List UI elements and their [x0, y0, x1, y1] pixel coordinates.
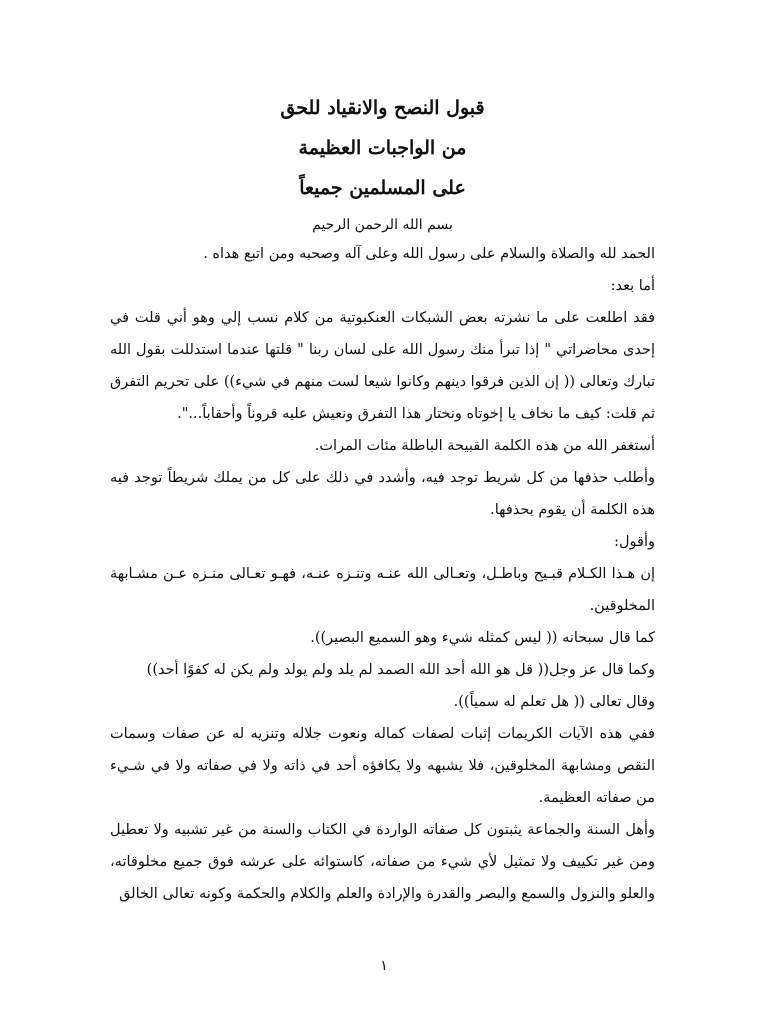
paragraph-explanation: ففي هذه الآيات الكريمات إثبات لصفات كماله ونعوت جلاله وتنزيه له عن صفات وسمات النقص ومشابهة المخلوقين، فلا يشبهه ولا يكافؤه أحد في ذاته ولا في صفاته ولا في شـيء من صفاته العظيمة.	[110, 726, 655, 806]
paragraph-amma-baad: أما بعد:	[610, 278, 655, 294]
page-number: ١	[380, 958, 388, 974]
paragraph-and-i-say: وأقول:	[614, 534, 655, 550]
paragraph-context: فقد اطلعت على ما نشرته بعض الشبكات العنكبوتية من كلام نسب إلي وهو أني قلت في إحدى محاضراتي " إذا تبرأ منك رسول الله على لسان ربنا " قلتها عندما استدللت بقول الله تبارك وتعالى (( إن الذين فرقوا دينهم وكانوا شيعا لست منهم في شيء)) على تحريم التفرق ثم قلت: كيف ما نخاف يا إخوتاه ونختار هذا التفرق ونعيش عليه قروناً وأحقاباً...".	[110, 310, 655, 422]
paragraph-istighfar: أستغفر الله من هذه الكلمة القبيحة الباطلة مئات المرات.	[314, 438, 655, 454]
paragraph-statement: إن هـذا الكـلام قبـيح وباطـل، وتعـالى الله عنـه وتنـزه عنـه، فهـو تعـالى منـزه عـن مشـابهة المخلوقين.	[110, 566, 655, 614]
paragraph-ahl-sunnah: وأهل السنة والجماعة يثبتون كل صفاته الواردة في الكتاب والسنة من غير تشبيه ولا تعطيل ومن غير تكييف ولا تمثيل لأي شيء من صفاته، كاستوائه على عرشه فوق جميع مخلوقاته، والعلو والنزول والسمع والبصر والقدرة والإرادة والعلم والكلام والحكمة وكونه تعالى الخالق	[110, 822, 655, 902]
document-page	[110, 88, 655, 910]
basmala: بسم الله الرحمن الرحيم	[312, 217, 453, 233]
document-title-line-1: قبول النصح والانقياد للحق	[280, 97, 485, 119]
paragraph-verse-1: كما قال سبحانه (( ليس كمثله شيء وهو السميع البصير)).	[310, 630, 655, 646]
paragraph-praise: الحمد لله والصلاة والسلام على رسول الله وعلى آله وصحبه ومن اتبع هداه .	[203, 246, 655, 262]
paragraph-verse-2: وكما قال عز وجل(( قل هو الله أحد الله الصمد لم يلد ولم يولد ولم يكن له كفوًا أحد))	[146, 662, 655, 678]
document-title-line-3: على المسلمين جميعاً	[299, 177, 466, 199]
paragraph-deletion-request: وأطلب حذفها من كل شريط توجد فيه، وأشدد في ذلك على كل من يملك شريطاً توجد فيه هذه الكلمة أن يقوم بحذفها.	[110, 470, 655, 518]
document-title-line-2: من الواجبات العظيمة	[298, 137, 467, 159]
paragraph-verse-3: وقال تعالى (( هل تعلم له سمياً)).	[453, 694, 655, 710]
